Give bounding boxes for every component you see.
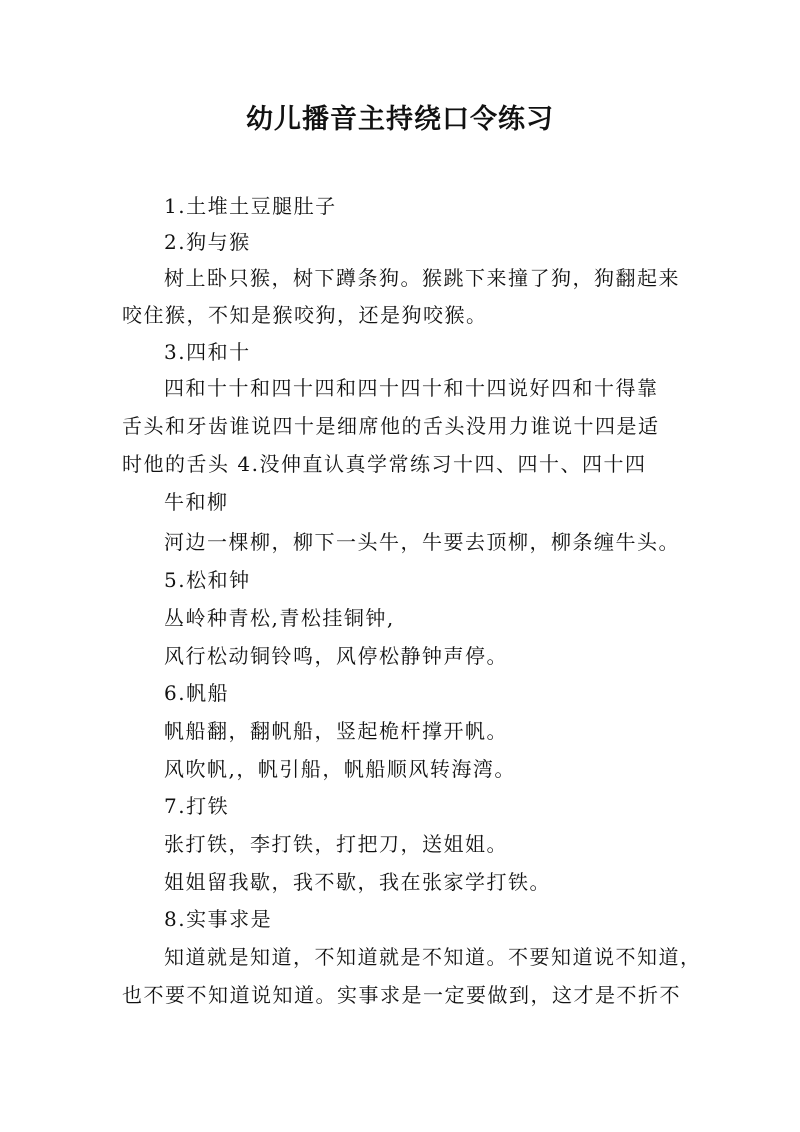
text-line: 也不要不知道说知道。实事求是一定要做到，这才是不折不	[122, 983, 681, 1007]
text-line: 四和十十和四十四和四十四十和十四说好四和十得靠	[164, 376, 659, 400]
tongue-twister-heading-7: 7.打铁	[164, 794, 230, 818]
tongue-twister-heading-2: 2.狗与猴	[164, 230, 251, 254]
text-line: 树上卧只猴，树下蹲条狗。猴跳下来撞了狗，狗翻起来	[164, 266, 680, 290]
tongue-twister-heading-5: 5.松和钟	[164, 568, 251, 592]
text-line: 帆船翻，翻帆船，竖起桅杆撑开帆。	[164, 719, 508, 743]
tongue-twister-heading-1: 1.土堆土豆腿肚子	[164, 194, 337, 218]
tongue-twister-heading-6: 6.帆船	[164, 681, 230, 705]
text-line: 张打铁，李打铁，打把刀，送姐姐。	[164, 832, 508, 856]
tongue-twister-heading: 牛和柳	[164, 490, 229, 514]
tongue-twister-heading-3: 3.四和十	[164, 340, 251, 364]
text-line: 咬住猴，不知是猴咬狗，还是狗咬猴。	[122, 303, 488, 327]
text-line: 舌头和牙齿谁说四十是细席他的舌头没用力谁说十四是适	[122, 414, 660, 438]
text-line: 时他的舌头 4.没伸直认真学常练习十四、四十、四十四	[122, 452, 647, 476]
document-title: 幼儿播音主持绕口令练习	[246, 104, 554, 135]
text-line: 风吹帆,，帆引船，帆船顺风转海湾。	[164, 757, 516, 781]
text-line: 丛岭种青松,青松挂铜钟,	[164, 606, 395, 630]
text-line: 姐姐留我歇，我不歇，我在张家学打铁。	[164, 870, 551, 894]
text-line: 风行松动铜铃鸣，风停松静钟声停。	[164, 644, 508, 668]
text-line: 河边一棵柳，柳下一头牛，牛要去顶柳，柳条缠牛头。	[164, 530, 680, 554]
text-line: 知道就是知道，不知道就是不知道。不要知道说不知道，	[164, 945, 702, 969]
tongue-twister-heading-8: 8.实事求是	[164, 907, 273, 931]
